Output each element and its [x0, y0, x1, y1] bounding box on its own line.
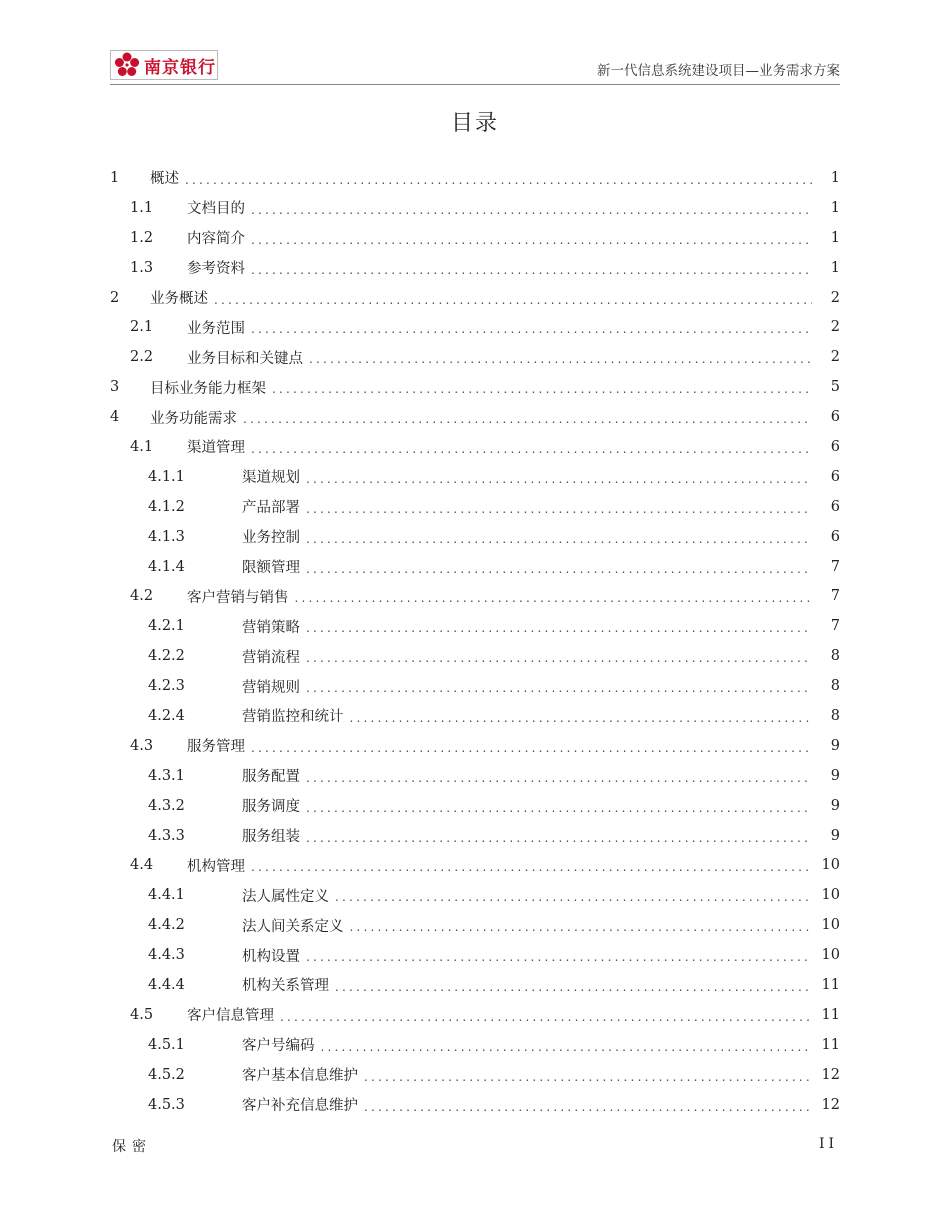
- toc-dot-leader: [295, 591, 813, 605]
- toc-entry-number: 4.3.1: [148, 767, 185, 784]
- toc-entry-label: 业务范围: [187, 320, 245, 337]
- toc-entry-page: 10: [821, 887, 840, 904]
- toc-entry-label: 客户营销与销售: [187, 589, 289, 606]
- toc-entry-label: 参考资料: [187, 261, 245, 278]
- toc-entry-page: 9: [830, 767, 840, 784]
- toc-entry-label: 渠道管理: [187, 440, 245, 457]
- toc-entry-label: 业务目标和关键点: [187, 350, 303, 367]
- toc-entry-number: 1.3: [130, 259, 154, 276]
- toc-entry[interactable]: [110, 1030, 840, 1060]
- toc-dot-leader: [272, 382, 812, 396]
- toc-entry-number: 4.1.3: [148, 528, 185, 545]
- toc-entry[interactable]: [110, 970, 840, 1000]
- toc-entry[interactable]: [110, 671, 840, 701]
- toc-entry-label: 概述: [150, 171, 179, 188]
- toc-entry-page: 7: [830, 618, 840, 635]
- toc-entry-label: 限额管理: [242, 560, 300, 577]
- toc-entry-number: 2.1: [130, 319, 154, 336]
- toc-dot-leader: [306, 502, 812, 516]
- toc-entry[interactable]: [110, 402, 840, 432]
- toc-dot-leader: [306, 801, 812, 815]
- toc-entry-label: 服务配置: [242, 769, 300, 786]
- toc-entry-page: 2: [830, 319, 840, 336]
- toc-entry-number: 1.1: [130, 199, 154, 216]
- toc-entry-label: 客户基本信息维护: [242, 1068, 358, 1085]
- toc-entry-page: 5: [830, 379, 840, 396]
- toc-dot-leader: [251, 442, 812, 456]
- toc-dot-leader: [306, 621, 812, 635]
- toc-entry[interactable]: [110, 731, 840, 761]
- page-header: [110, 50, 840, 82]
- toc-entry[interactable]: [110, 312, 840, 342]
- toc-entry[interactable]: [110, 223, 840, 253]
- toc-dot-leader: [306, 771, 812, 785]
- toc-entry-number: 4.1.1: [148, 468, 185, 485]
- toc-entry-number: 4.3.2: [148, 797, 185, 814]
- toc-entry-label: 法人属性定义: [242, 888, 329, 905]
- toc-entry-page: 2: [830, 349, 840, 366]
- toc-entry-number: 4.1.4: [148, 558, 185, 575]
- toc-entry-label: 业务功能需求: [150, 410, 237, 427]
- toc-entry[interactable]: [110, 522, 840, 552]
- toc-entry-number: 4.4: [130, 857, 154, 874]
- toc-entry-label: 营销流程: [242, 649, 300, 666]
- toc-entry-number: 4.4.1: [148, 887, 185, 904]
- toc-entry-page: 12: [821, 1096, 840, 1113]
- toc-heading: 目录: [450, 111, 499, 136]
- toc-dot-leader: [335, 890, 812, 904]
- toc-entry-number: 4.5: [130, 1006, 154, 1023]
- toc-entry-number: 2: [110, 289, 120, 306]
- toc-entry-label: 客户信息管理: [187, 1008, 274, 1025]
- toc-entry-label: 目标业务能力框架: [150, 380, 266, 397]
- toc-entry[interactable]: [110, 342, 840, 372]
- toc-dot-leader: [214, 293, 812, 307]
- toc-entry-number: 4.4.2: [148, 917, 185, 934]
- toc-entry-number: 4.2.3: [148, 678, 185, 695]
- toc-dot-leader: [251, 203, 812, 217]
- toc-entry-page: 10: [821, 857, 840, 874]
- toc-entry-page: 8: [830, 707, 840, 724]
- toc-entry-page: 2: [830, 289, 840, 306]
- toc-entry[interactable]: [110, 163, 840, 193]
- toc-entry-number: 4.5.2: [148, 1066, 185, 1083]
- toc-dot-leader: [280, 1010, 812, 1024]
- toc-entry[interactable]: [110, 1090, 840, 1120]
- toc-entry-number: 4.2: [130, 588, 154, 605]
- toc-entry[interactable]: [110, 910, 840, 940]
- toc-entry[interactable]: [110, 462, 840, 492]
- toc-entry-number: 4: [110, 409, 120, 426]
- toc-entry-label: 机构关系管理: [242, 978, 329, 995]
- toc-entry-page: 1: [830, 229, 840, 246]
- toc-entry-page: 12: [821, 1066, 840, 1083]
- toc-entry-page: 11: [821, 1006, 840, 1023]
- toc-entry[interactable]: [110, 432, 840, 462]
- toc-entry-page: 6: [830, 409, 840, 426]
- toc-entry-page: 11: [821, 1036, 840, 1053]
- header-divider: [110, 84, 840, 85]
- toc-entry-number: 1: [110, 169, 120, 186]
- document-title: 新一代信息系统建设项目—业务需求方案: [597, 63, 840, 79]
- bank-name: 南京银行: [144, 57, 216, 78]
- table-of-contents: [110, 163, 840, 1120]
- toc-dot-leader: [306, 681, 812, 695]
- toc-entry-label: 客户补充信息维护: [242, 1098, 358, 1115]
- toc-entry-label: 服务管理: [187, 739, 245, 756]
- toc-entry-label: 业务概述: [150, 291, 208, 307]
- toc-entry-label: 机构设置: [242, 948, 300, 965]
- toc-dot-leader: [251, 263, 812, 277]
- toc-entry[interactable]: [110, 253, 840, 283]
- toc-entry-number: 4.4.3: [148, 947, 185, 964]
- toc-entry-page: 6: [830, 528, 840, 545]
- toc-entry-page: 10: [821, 917, 840, 934]
- toc-dot-leader: [185, 173, 812, 187]
- toc-entry[interactable]: [110, 552, 840, 582]
- toc-entry-page: 6: [830, 468, 840, 485]
- toc-entry[interactable]: [110, 492, 840, 522]
- toc-dot-leader: [243, 412, 812, 426]
- toc-entry-page: 11: [821, 976, 840, 993]
- toc-entry-number: 4.3: [130, 737, 154, 754]
- toc-entry-number: 4.1: [130, 438, 154, 455]
- toc-entry-page: 1: [830, 199, 840, 216]
- toc-dot-leader: [306, 532, 812, 546]
- toc-entry-number: 2.2: [130, 349, 154, 366]
- toc-entry[interactable]: [110, 761, 840, 791]
- toc-entry[interactable]: [110, 1000, 840, 1030]
- toc-entry-label: 机构管理: [187, 858, 245, 875]
- toc-entry-page: 9: [830, 797, 840, 814]
- toc-entry-label: 服务调度: [242, 799, 300, 816]
- toc-entry-label: 营销策略: [242, 619, 300, 636]
- toc-dot-leader: [306, 651, 812, 665]
- bank-logo: [110, 50, 218, 80]
- toc-entry-number: 4.2.2: [148, 648, 185, 665]
- toc-entry-number: 4.2.1: [148, 618, 185, 635]
- toc-entry-label: 产品部署: [242, 500, 300, 517]
- toc-entry[interactable]: [110, 701, 840, 731]
- toc-entry-label: 营销规则: [242, 679, 300, 696]
- toc-dot-leader: [251, 741, 812, 755]
- toc-entry[interactable]: [110, 193, 840, 223]
- toc-entry-label: 营销监控和统计: [242, 709, 344, 726]
- toc-dot-leader: [364, 1100, 812, 1114]
- toc-entry[interactable]: [110, 581, 840, 611]
- toc-dot-leader: [306, 831, 812, 845]
- toc-entry-label: 法人间关系定义: [242, 918, 344, 935]
- toc-entry-label: 内容简介: [187, 231, 245, 248]
- toc-entry-number: 4.2.4: [148, 707, 185, 724]
- toc-entry-number: 4.3.3: [148, 827, 185, 844]
- toc-entry-page: 8: [830, 648, 840, 665]
- toc-entry-page: 9: [830, 737, 840, 754]
- toc-entry-label: 服务组装: [242, 829, 300, 846]
- toc-entry-label: 客户号编码: [242, 1038, 315, 1055]
- toc-entry[interactable]: [110, 372, 840, 402]
- toc-entry[interactable]: [110, 850, 840, 880]
- toc-entry-page: 6: [830, 438, 840, 455]
- toc-entry[interactable]: [110, 283, 840, 313]
- toc-entry-page: 1: [830, 169, 840, 186]
- toc-entry-number: 4.5.3: [148, 1096, 185, 1113]
- toc-entry[interactable]: [110, 821, 840, 851]
- toc-entry-page: 9: [830, 827, 840, 844]
- toc-entry[interactable]: [110, 611, 840, 641]
- toc-dot-leader: [335, 980, 812, 994]
- toc-entry-page: 7: [830, 588, 840, 605]
- toc-entry[interactable]: [110, 940, 840, 970]
- toc-dot-leader: [251, 860, 812, 874]
- toc-entry-number: 1.2: [130, 229, 154, 246]
- toc-dot-leader: [306, 950, 812, 964]
- toc-entry[interactable]: [110, 791, 840, 821]
- toc-dot-leader: [350, 711, 813, 725]
- toc-entry-number: 4.1.2: [148, 498, 185, 515]
- toc-entry-label: 渠道规划: [242, 470, 300, 487]
- toc-entry-page: 10: [821, 947, 840, 964]
- footer-confidential: 保密: [112, 1139, 152, 1155]
- toc-dot-leader: [251, 322, 812, 336]
- toc-entry-page: 7: [830, 558, 840, 575]
- toc-dot-leader: [306, 472, 812, 486]
- bank-flower-icon: [114, 52, 140, 78]
- toc-dot-leader: [309, 352, 812, 366]
- footer-page-number: II: [818, 1136, 838, 1152]
- toc-entry-number: 4.5.1: [148, 1036, 185, 1053]
- toc-entry[interactable]: [110, 641, 840, 671]
- toc-entry[interactable]: [110, 1060, 840, 1090]
- toc-entry[interactable]: [110, 880, 840, 910]
- toc-entry-label: 文档目的: [187, 201, 245, 218]
- toc-entry-number: 3: [110, 379, 120, 396]
- toc-entry-page: 6: [830, 498, 840, 515]
- toc-entry-page: 8: [830, 678, 840, 695]
- toc-dot-leader: [364, 1070, 812, 1084]
- toc-dot-leader: [321, 1040, 813, 1054]
- toc-dot-leader: [251, 233, 812, 247]
- toc-dot-leader: [306, 562, 812, 576]
- toc-entry-page: 1: [830, 259, 840, 276]
- toc-entry-number: 4.4.4: [148, 976, 185, 993]
- toc-entry-label: 业务控制: [242, 530, 300, 547]
- toc-dot-leader: [350, 920, 813, 934]
